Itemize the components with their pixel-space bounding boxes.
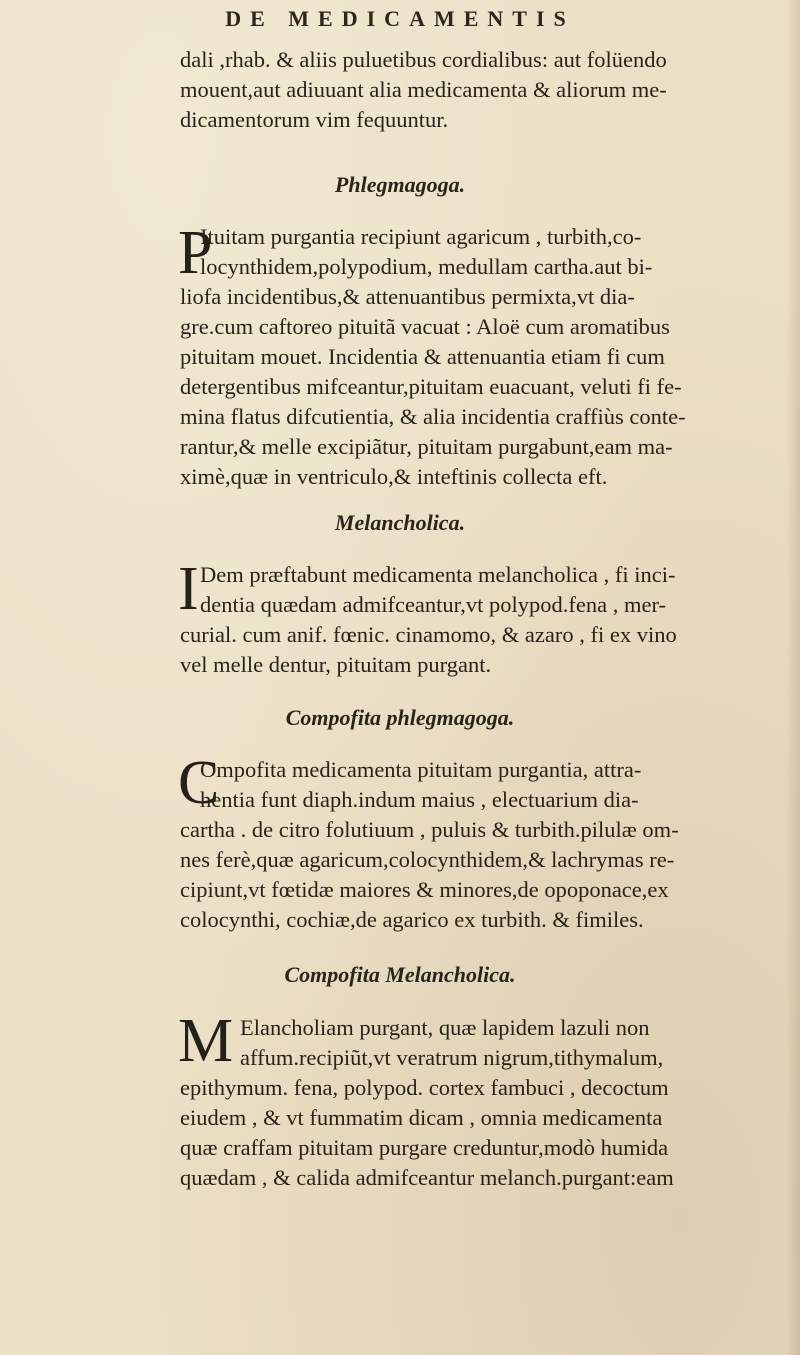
text-line: gre.cum caftoreo pituitã vacuat : Aloë cum aromatibus (180, 314, 670, 339)
text-line: Ituitam purgantia recipiunt agaricum , turbith,co- (200, 224, 642, 249)
text-line: dicamentorum vim fequuntur. (180, 107, 449, 132)
page-edge-shadow (786, 0, 800, 1355)
drop-cap: P (178, 219, 213, 287)
text-line: affum.recipiũt,vt veratrum nigrum,tithymalum, (240, 1045, 664, 1070)
text-line: nes ferè,quæ agaricum,colocynthidem,& lachrymas re- (180, 847, 675, 872)
text-line: cipiunt,vt fœtidæ maiores & minores,de opoponace,ex (180, 877, 669, 902)
text-line: colocynthi, cochiæ,de agarico ex turbith. & fimiles. (180, 907, 644, 932)
text-line: liofa incidentibus,& attenuantibus permixta,vt dia- (180, 284, 635, 309)
text-line: curial. cum anif. fœnic. cinamomo, & azaro , fi ex vino (180, 622, 677, 647)
text-line: locynthidem,polypodium, medullam cartha.aut bi- (200, 254, 653, 279)
text-line: eiudem , & vt fummatim dicam , omnia medicamenta (180, 1105, 663, 1130)
section-heading-melancholica: Melancholica. (334, 510, 466, 535)
drop-cap: C (178, 749, 220, 817)
section-heading-phlegmagoga: Phlegmagoga. (334, 172, 466, 197)
text-line: quædam , & calida admifceantur melanch.purgant:eam (180, 1165, 674, 1190)
drop-cap: M (178, 1007, 234, 1075)
text-line: ximè,quæ in ventriculo,& inteftinis collecta eft. (180, 464, 608, 489)
text-line: dentia quædam admifceantur,vt polypod.fena , mer- (200, 592, 666, 617)
drop-cap: I (178, 555, 199, 623)
section-heading-compofita-melancholica: Compofita Melancholica. (284, 962, 516, 987)
text-line: detergentibus mifceantur,pituitam euacuant, veluti fi fe- (180, 374, 682, 399)
text-line: pituitam mouet. Incidentia & attenuantia etiam fi cum (180, 344, 665, 369)
text-line: epithymum. fena, polypod. cortex fambuci , decoctum (180, 1075, 669, 1100)
text-line: quæ craffam pituitam purgare creduntur,modò humida (180, 1135, 669, 1160)
text-line: Ompofita medicamenta pituitam purgantia, attra- (200, 757, 642, 782)
text-line: mouent,aut adiuuant alia medicamenta & aliorum me- (180, 77, 667, 102)
text-line: hentia funt diaph.indum maius , electuarium dia- (200, 787, 639, 812)
text-line: rantur,& melle excipiãtur, pituitam purgabunt,eam ma- (180, 434, 673, 459)
text-line: dali ,rhab. & aliis puluetibus cordialibus: aut folüendo (180, 47, 667, 72)
text-line: mina flatus difcutientia, & alia incidentia craffiùs conte- (180, 404, 686, 429)
text-line: vel melle dentur, pituitam purgant. (180, 652, 492, 677)
text-line: Dem præftabunt medicamenta melancholica , fi inci- (200, 562, 676, 587)
text-line: cartha . de citro folutiuum , puluis & turbith.pilulæ om- (180, 817, 679, 842)
section-heading-compofita-phlegmagoga: Compofita phlegmagoga. (285, 705, 515, 730)
text-line: Elancholiam purgant, quæ lapidem lazuli non (240, 1015, 650, 1040)
running-head: DE MEDICAMENTIS (225, 6, 575, 31)
